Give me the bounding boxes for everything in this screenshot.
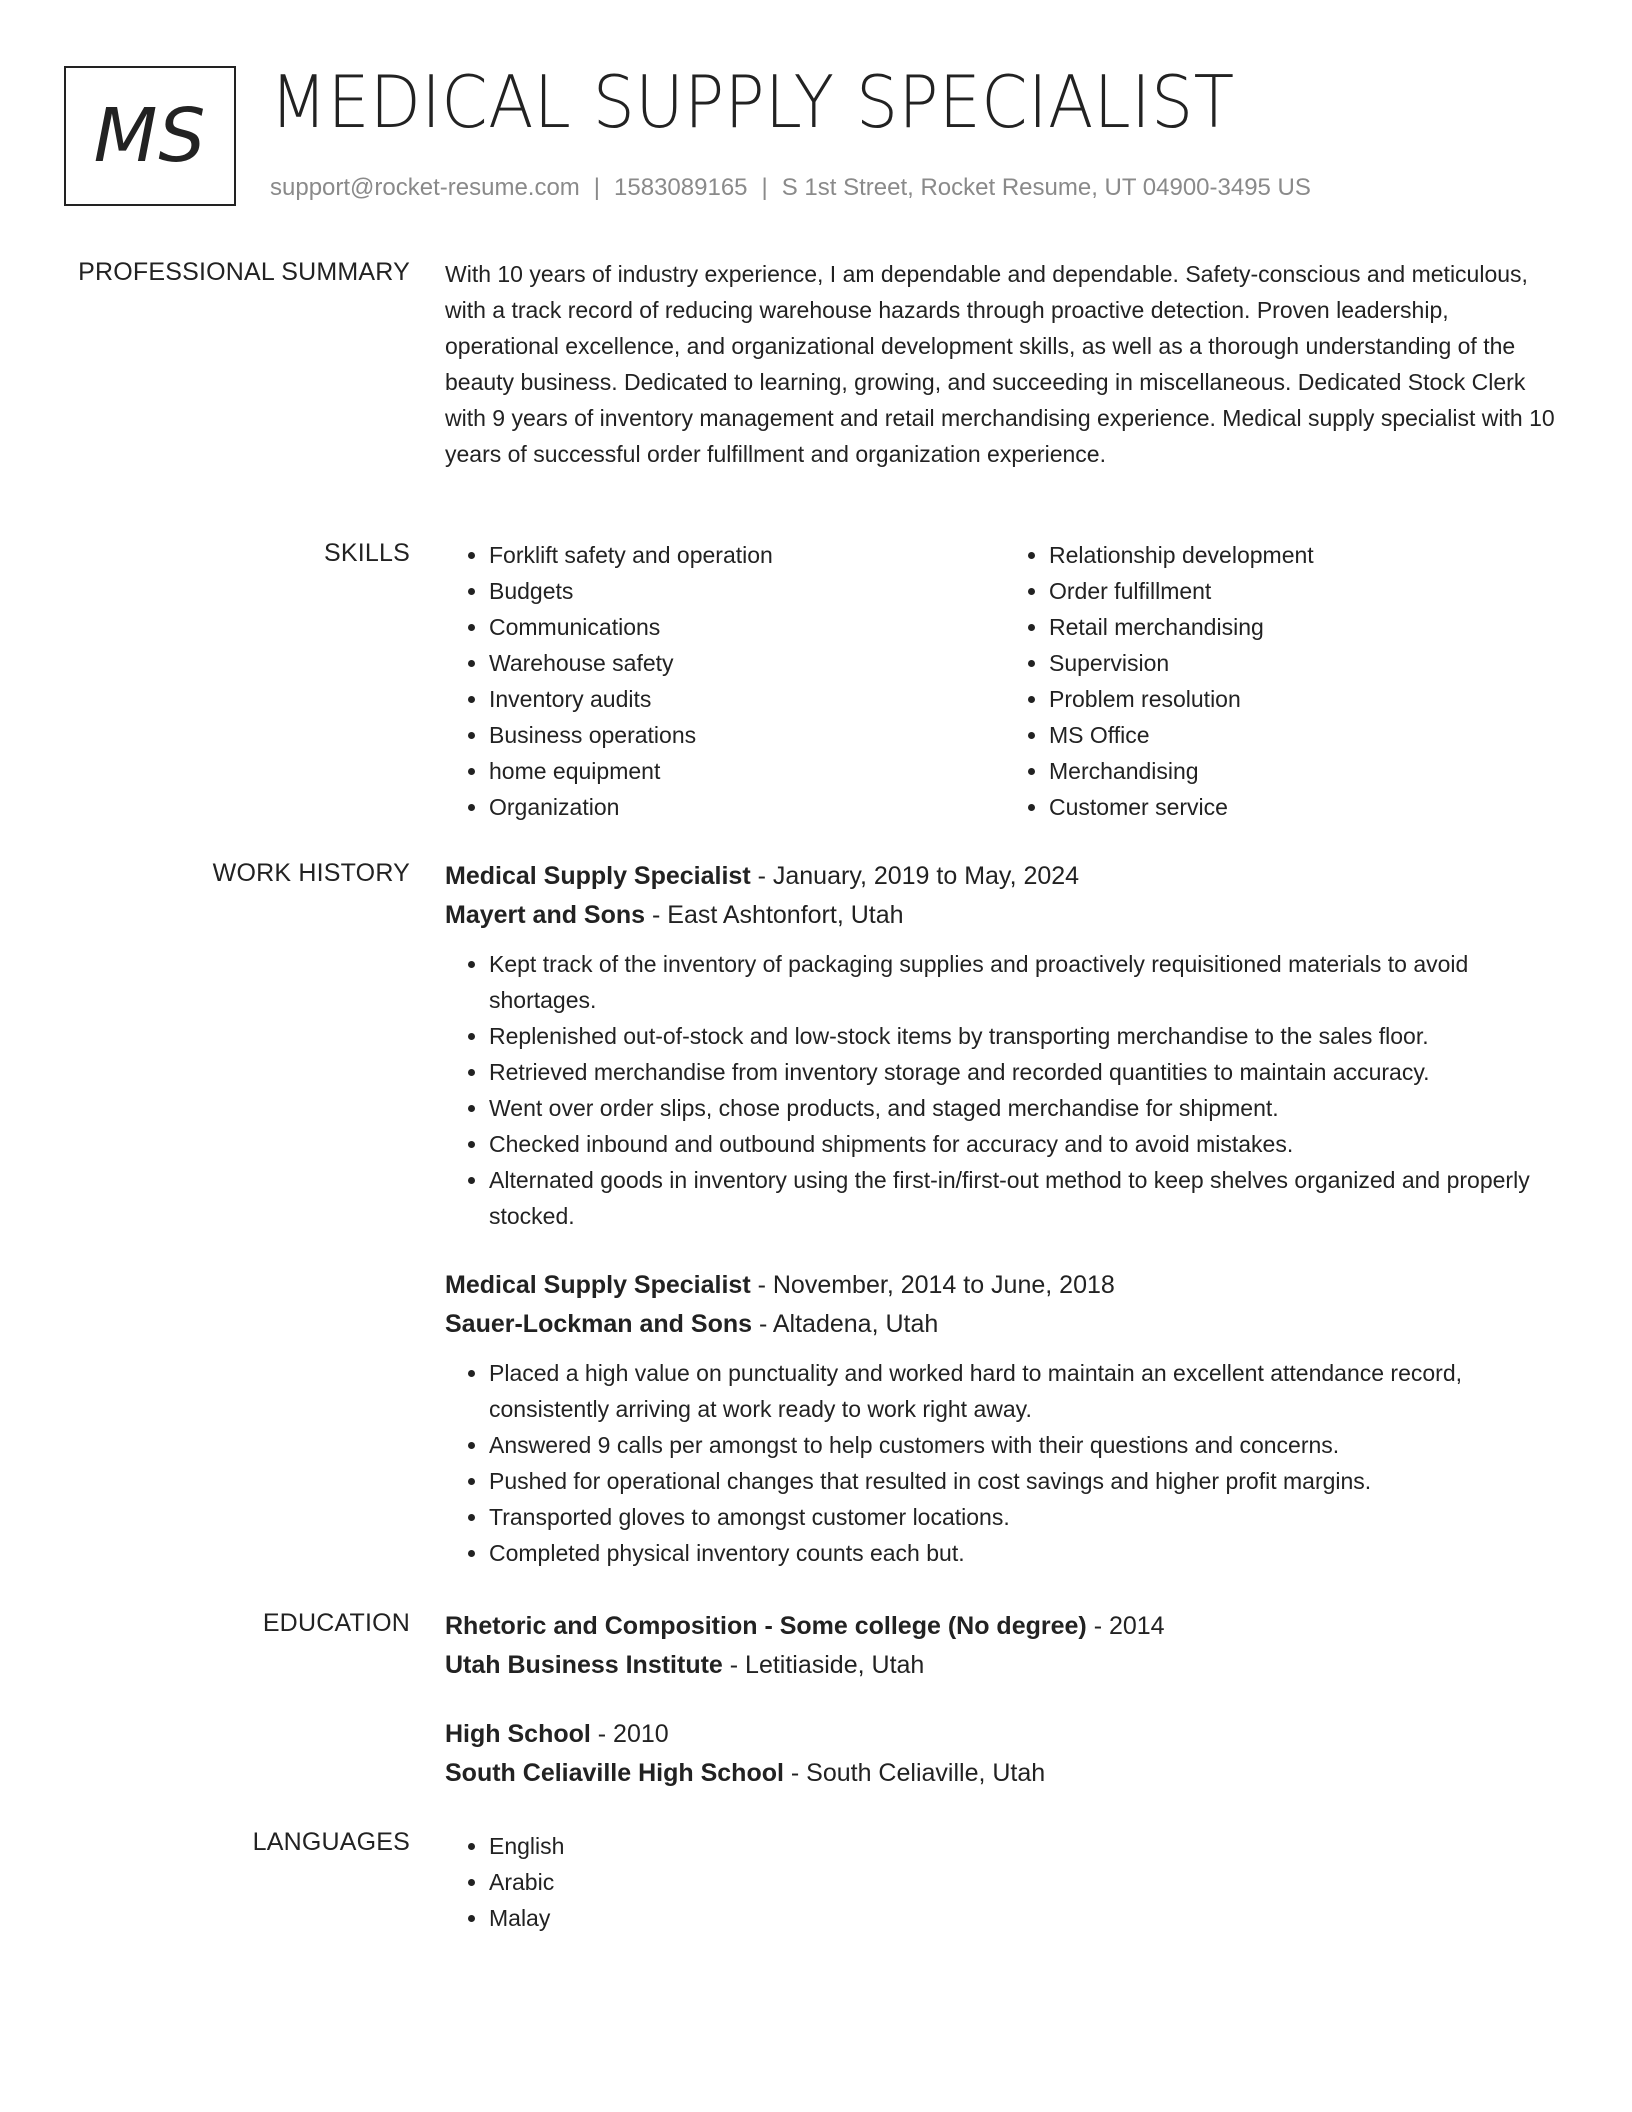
job-role: Medical Supply Specialist	[445, 1271, 751, 1299]
monogram-box	[64, 66, 236, 206]
job-company: Mayert and Sons	[445, 901, 646, 929]
duty-item: • Completed physical inventory counts each but.	[489, 1535, 1565, 1571]
language-item: • Malay	[489, 1900, 1565, 1936]
job-duties	[445, 1355, 1565, 1571]
skill-item: • Supervision	[1049, 645, 1565, 681]
education-entry	[445, 1607, 1565, 1685]
school: South Celiaville High School	[445, 1759, 784, 1787]
skill-item: • MS Office	[1049, 717, 1565, 753]
duty-item: • Placed a high value on punctuality and worked hard to maintain an excellent attendance record, consistently arriving at work ready to work right away.	[489, 1355, 1565, 1427]
language-item: • English	[489, 1828, 1565, 1864]
job-location: - East Ashtonfort, Utah	[645, 901, 904, 929]
degree-year: - 2014	[1086, 1612, 1165, 1640]
degree-line	[445, 1607, 1565, 1646]
education-entry	[445, 1715, 1565, 1793]
section-title: SKILLS	[324, 539, 410, 567]
school-location: - South Celiaville, Utah	[783, 1759, 1046, 1787]
contact-address: S 1st Street, Rocket Resume, UT 04900-3495 US	[781, 174, 1311, 201]
languages-list	[445, 1828, 1565, 1936]
degree-year: - 2010	[590, 1720, 669, 1748]
section-title: WORK HISTORY	[212, 859, 410, 887]
skill-item: • Customer service	[1049, 789, 1565, 825]
job-duties	[445, 946, 1565, 1234]
skill-item: • Budgets	[489, 573, 1005, 609]
duty-item: • Replenished out-of-stock and low-stock items by transporting merchandise to the sales floor.	[489, 1018, 1565, 1054]
school-location: - Letitiaside, Utah	[722, 1651, 925, 1679]
education-body	[445, 1607, 1565, 1793]
skills-list-right	[1005, 537, 1565, 825]
skill-item: • Order fulfillment	[1049, 573, 1565, 609]
skill-item: • Inventory audits	[489, 681, 1005, 717]
section-title: EDUCATION	[262, 1609, 410, 1637]
skill-item: • Warehouse safety	[489, 645, 1005, 681]
languages-body	[445, 1828, 1565, 1936]
skill-item: • Problem resolution	[1049, 681, 1565, 717]
skill-item: • home equipment	[489, 753, 1005, 789]
skills-list-left	[445, 537, 1005, 825]
job-title-line	[445, 857, 1565, 896]
applicant-title: MEDICAL SUPPLY SPECIALIST	[270, 60, 1235, 144]
section-title: PROFESSIONAL SUMMARY	[78, 258, 410, 286]
contact-phone: 1583089165	[614, 174, 748, 201]
skill-item: • Organization	[489, 789, 1005, 825]
skill-item: • Communications	[489, 609, 1005, 645]
contact-separator: |	[761, 174, 768, 201]
skill-item: • Merchandising	[1049, 753, 1565, 789]
job-entry	[445, 857, 1565, 1234]
work-history-body	[445, 857, 1565, 1571]
job-location: - Altadena, Utah	[752, 1310, 939, 1338]
job-dates: - November, 2014 to June, 2018	[750, 1271, 1115, 1299]
duty-item: • Kept track of the inventory of packaging supplies and proactively requisitioned materials to avoid shortages.	[489, 946, 1565, 1018]
job-company-line	[445, 896, 1565, 935]
job-entry	[445, 1266, 1565, 1571]
contact-line	[270, 174, 1311, 202]
summary-text: With 10 years of industry experience, I am dependable and dependable. Safety-conscious and meticulous, with a track record of reducing warehouse hazards through proactive detection. Proven leadership, operational excellence, and organizational development skills, as well as a thorough understanding of the beauty business. Dedicated to learning, growing, and succeeding in miscellaneous. Dedicated Stock Clerk with 9 years of inventory management and retail merchandising experience. Medical supply specialist with 10 years of successful order fulfillment and organization experience.	[445, 261, 1555, 467]
job-company-line	[445, 1305, 1565, 1344]
job-company: Sauer-Lockman and Sons	[445, 1310, 753, 1338]
school-line	[445, 1754, 1565, 1793]
skill-item: • Relationship development	[1049, 537, 1565, 573]
duty-item: • Checked inbound and outbound shipments for accuracy and to avoid mistakes.	[489, 1126, 1565, 1162]
degree: Rhetoric and Composition - Some college (No degree)	[445, 1612, 1087, 1640]
school: Utah Business Institute	[445, 1651, 723, 1679]
duty-item: • Alternated goods in inventory using the first-in/first-out method to keep shelves organized and properly stocked.	[489, 1162, 1565, 1234]
duty-item: • Pushed for operational changes that resulted in cost savings and higher profit margins.	[489, 1463, 1565, 1499]
school-line	[445, 1646, 1565, 1685]
job-role: Medical Supply Specialist	[445, 862, 751, 890]
contact-separator: |	[593, 174, 601, 201]
degree: High School	[445, 1720, 591, 1748]
duty-item: • Transported gloves to amongst customer locations.	[489, 1499, 1565, 1535]
skill-item: • Forklift safety and operation	[489, 537, 1005, 573]
resume-header	[64, 60, 1568, 210]
degree-line	[445, 1715, 1565, 1754]
skill-item: • Retail merchandising	[1049, 609, 1565, 645]
duty-item: • Answered 9 calls per amongst to help customers with their questions and concerns.	[489, 1427, 1565, 1463]
monogram-initials: MS	[93, 93, 207, 179]
job-dates: - January, 2019 to May, 2024	[750, 862, 1080, 890]
skill-item: • Business operations	[489, 717, 1005, 753]
job-title-line	[445, 1266, 1565, 1305]
language-item: • Arabic	[489, 1864, 1565, 1900]
contact-email: support@rocket-resume.com	[270, 174, 580, 201]
section-title: LANGUAGES	[252, 1828, 410, 1856]
duty-item: • Went over order slips, chose products, and staged merchandise for shipment.	[489, 1090, 1565, 1126]
skills-columns	[445, 537, 1565, 825]
duty-item: • Retrieved merchandise from inventory storage and recorded quantities to maintain accuracy.	[489, 1054, 1565, 1090]
